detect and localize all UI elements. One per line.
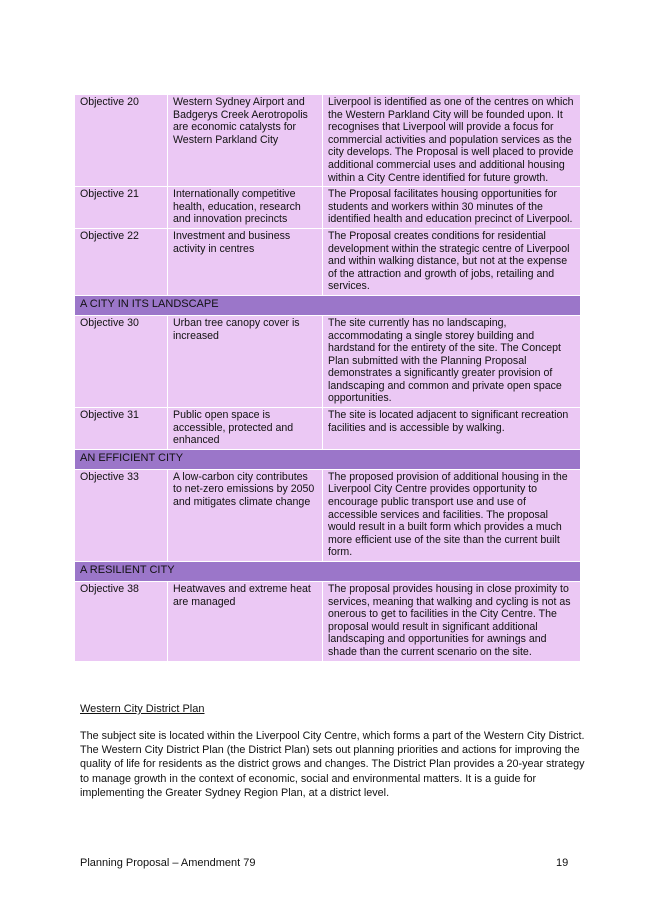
footer-document-title: Planning Proposal – Amendment 79 [80,857,256,869]
objective-title-cell: Investment and business activity in centres [168,228,323,295]
table-row [75,582,581,662]
response-cell: The Proposal creates conditions for residential development within the strategic centre of Liverpool and within walking distance, but not at the expense of the attraction and growth of jobs, retailing and services. [323,228,581,295]
body-paragraph: The subject site is located within the Liverpool City Centre, which forms a part of the Western City District. The Western City District Plan (the District Plan) sets out planning priorities and actions for improving the quality of life for residents as the district grows and changes. The District Plan provides a 20-year strategy to manage growth in the context of economic, social and environmental matters. It is a guide for implementing the Greater Sydney Region Plan, at a district level. [80,730,585,799]
objective-cell: Objective 20 [75,95,168,187]
table-row [75,315,581,407]
section-row [75,562,581,582]
section-heading-cell: AN EFFICIENT CITY [75,449,581,469]
objectives-table-body [75,95,581,662]
footer-page-number: 19 [556,857,569,869]
table-row [75,95,581,187]
table-row [75,408,581,450]
objective-title-cell: A low-carbon city contributes to net-zero emissions by 2050 and mitigates climate change [168,469,323,561]
section-heading: Western City District Plan [80,703,205,715]
objective-cell: Objective 22 [75,228,168,295]
response-cell: The Proposal facilitates housing opportunities for students and workers within 30 minutes of the identified health and education precinct of Liverpool. [323,187,581,229]
objective-title-cell: Public open space is accessible, protected and enhanced [168,408,323,450]
section-row [75,295,581,315]
objectives-table [74,94,581,662]
section-row [75,449,581,469]
objective-title-cell: Urban tree canopy cover is increased [168,315,323,407]
table-row [75,187,581,229]
section-heading-cell: A RESILIENT CITY [75,562,581,582]
objective-cell: Objective 38 [75,582,168,662]
response-cell: The proposal provides housing in close proximity to services, meaning that walking and cycling is not as onerous to get to facilities in the City Centre. The proposal would result in significant additional landscaping and opportunities for awnings and shade than the current scenario on the site. [323,582,581,662]
objective-cell: Objective 33 [75,469,168,561]
objective-cell: Objective 30 [75,315,168,407]
table-row [75,469,581,561]
response-cell: The site is located adjacent to significant recreation facilities and is accessible by walking. [323,408,581,450]
objective-title-cell: Heatwaves and extreme heat are managed [168,582,323,662]
section-heading-cell: A CITY IN ITS LANDSCAPE [75,295,581,315]
objective-cell: Objective 31 [75,408,168,450]
objective-title-cell: Internationally competitive health, education, research and innovation precincts [168,187,323,229]
objective-title-cell: Western Sydney Airport and Badgerys Creek Aerotropolis are economic catalysts for Western Parkland City [168,95,323,187]
response-cell: The proposed provision of additional housing in the Liverpool City Centre provides opportunity to encourage public transport use and use of accessible services and facilities. The proposal would result in a built form which provides a much more efficient use of the site than the current built form. [323,469,581,561]
table-row [75,228,581,295]
objective-cell: Objective 21 [75,187,168,229]
response-cell: Liverpool is identified as one of the centres on which the Western Parkland City will be founded upon. It recognises that Liverpool will provide a focus for commercial activities and population services as the city develops. The Proposal is well placed to provide additional commercial uses and additional housing within a City Centre identified for future growth. [323,95,581,187]
response-cell: The site currently has no landscaping, accommodating a single storey building and hardstand for the entirety of the site. The Concept Plan submitted with the Planning Proposal demonstrates a significantly greater provision of landscaping and common and private open space opportunities. [323,315,581,407]
